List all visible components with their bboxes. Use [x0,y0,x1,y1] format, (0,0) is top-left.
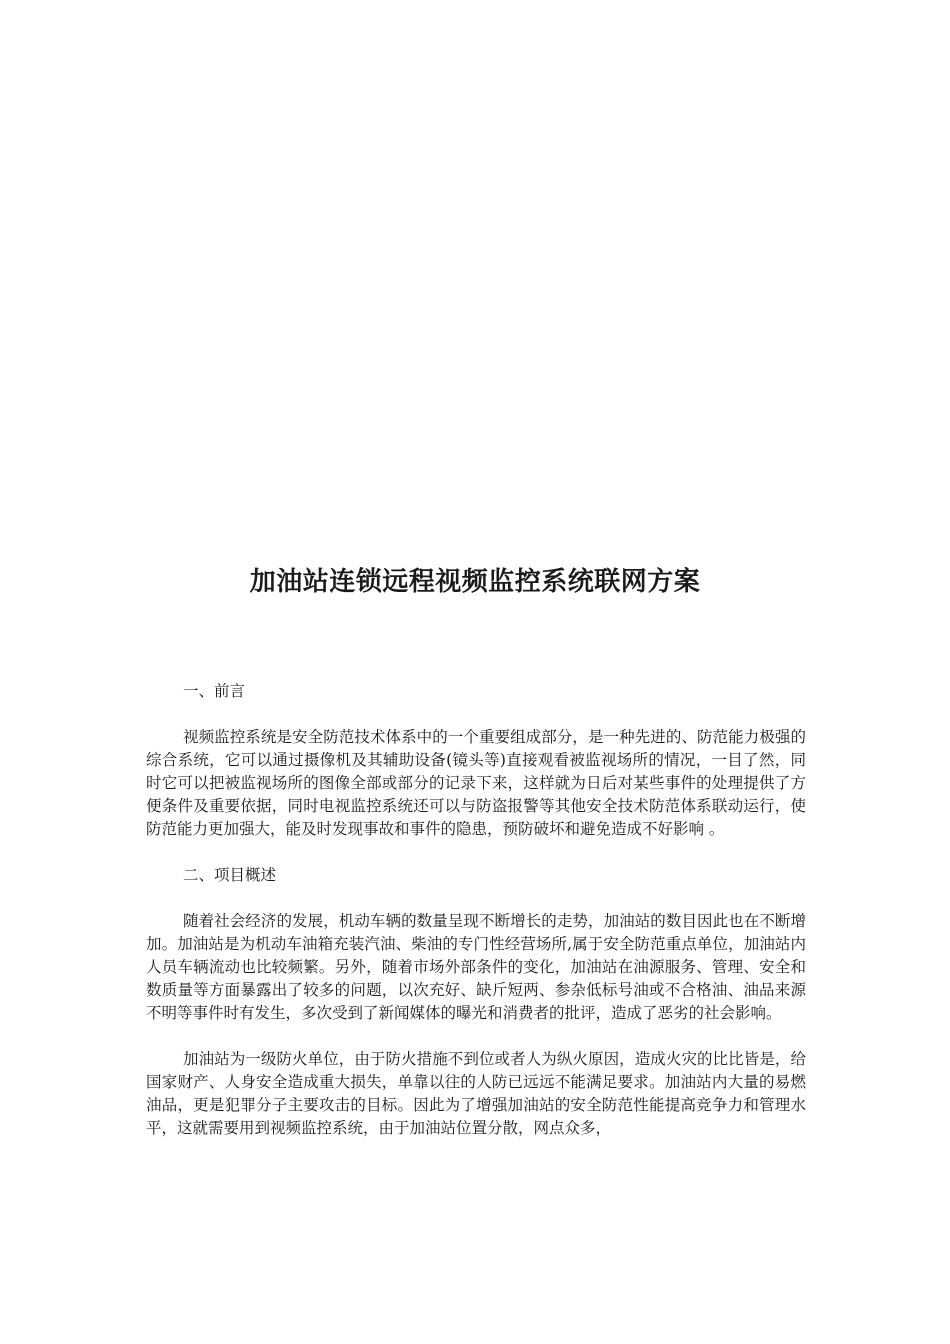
document-title: 加油站连锁远程视频监控系统联网方案 [249,567,701,597]
document-body [146,680,806,1163]
section-heading-preface: 一、前言 [183,682,246,700]
paragraph: 加油站为一级防火单位，由于防火措施不到位或者人为纵火原因，造成火灾的比比皆是，给国家财产、人身安全造成重大损失，单靠以往的人防已远远不能满足要求。加油站内大量的易燃油品，更是犯罪分子主要攻击的目标。因此为了增强加油站的安全防范性能提高竞争力和管理水平，这就需要用到视频监控系统，由于加油站位置分散，网点众多， [146,1050,806,1137]
section-heading-overview: 二、项目概述 [183,866,277,884]
paragraph: 视频监控系统是安全防范技术体系中的一个重要组成部分，是一种先进的、防范能力极强的综合系统，它可以通过摄像机及其辅助设备(镜头等)直接观看被监视场所的情况，一目了然，同时它可以把被监视场所的图像全部或部分的记录下来，这样就为日后对某些事件的处理提供了方便条件及重要依据，同时电视监控系统还可以与防盗报警等其他安全技术防范体系联动运行，使防范能力更加强大，能及时发现事故和事件的隐患，预防破坏和避免造成不好影响 。 [146,728,806,838]
paragraph: 随着社会经济的发展，机动车辆的数量呈现不断增长的走势，加油站的数目因此也在不断增加。加油站是为机动车油箱充装汽油、柴油的专门性经营场所,属于安全防范重点单位，加油站内人员车辆流动也比较频繁。另外，随着市场外部条件的变化，加油站在油源服务、管理、安全和数质量等方面暴露出了较多的问题，以次充好、缺斤短两、参杂低标号油或不合格油、油品来源不明等事件时有发生，多次受到了新闻媒体的曝光和消费者的批评，造成了恶劣的社会影响。 [146,912,806,1022]
